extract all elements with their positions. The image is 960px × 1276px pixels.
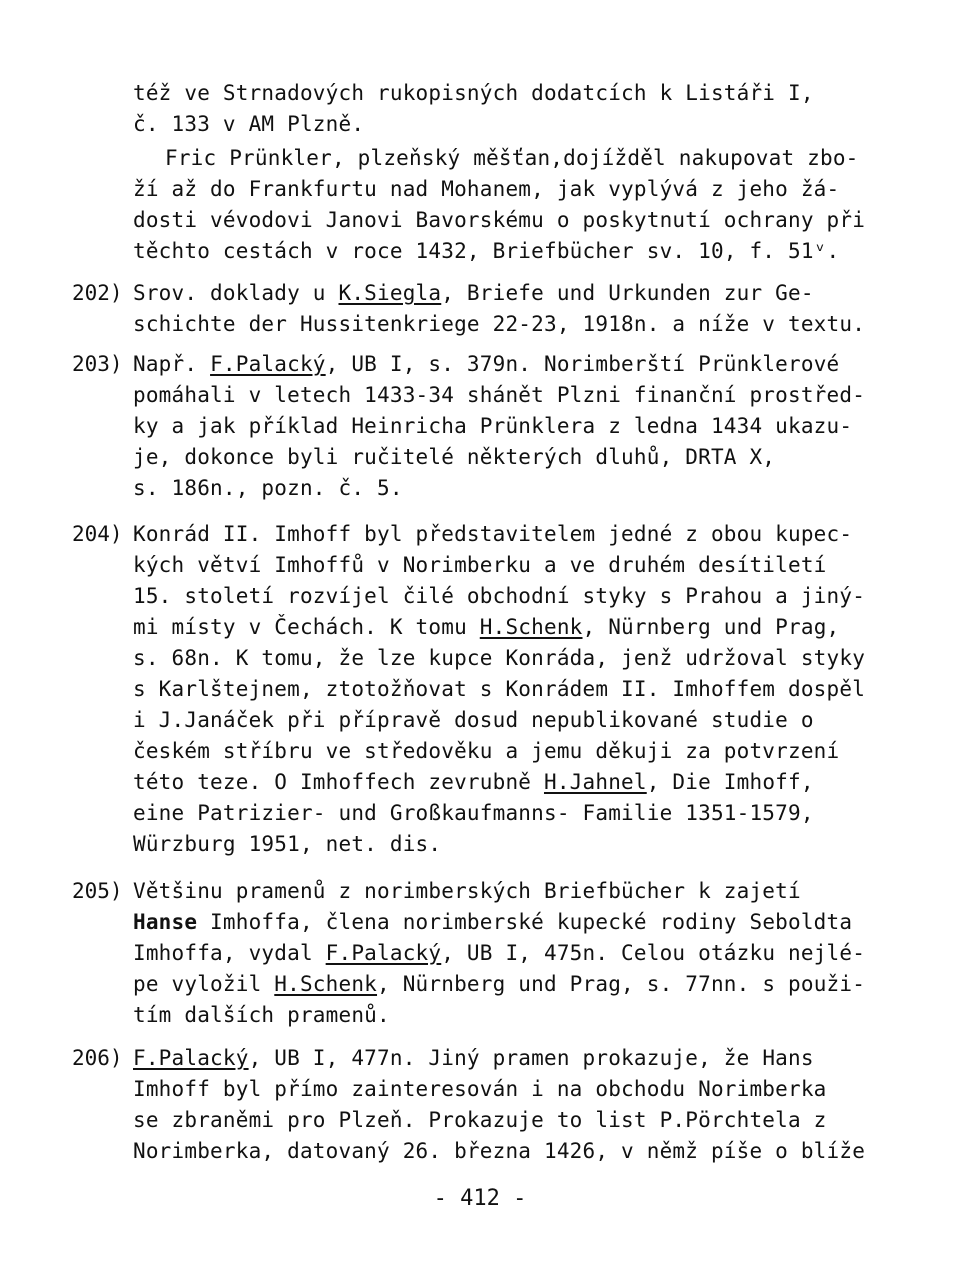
- text-line: F.Palacký, UB I, 477n. Jiný pramen prokazuje, že Hans: [133, 1046, 814, 1070]
- text-line: eine Patrizier- und Großkaufmanns- Familie 1351-1579,: [133, 801, 814, 825]
- text-line: Würzburg 1951, net. dis.: [133, 832, 442, 856]
- underlined-citation: H.Schenk: [274, 972, 378, 996]
- text-line: českém stříbru ve středověku a jemu děkuji za potvrzení: [133, 739, 840, 763]
- bold-word: Hanse: [133, 910, 198, 934]
- text-line: je, dokonce byli ručitelé některých dluhů, DRTA X,: [133, 445, 776, 469]
- text-line: mi místy v Čechách. K tomu H.Schenk, Nürnberg und Prag,: [133, 615, 840, 639]
- text-line: tím dalších pramenů.: [133, 1003, 390, 1027]
- footnote-number: 206): [72, 1046, 123, 1070]
- text-line: kých větví Imhoffů v Norimberku a ve druhém desítiletí: [133, 553, 827, 577]
- text-line: i J.Janáček při přípravě dosud nepublikované studie o: [133, 708, 814, 732]
- text-line: pe vyložil H.Schenk, Nürnberg und Prag, s. 77nn. s použi-: [133, 972, 866, 996]
- text-line: se zbraněmi pro Plzeň. Prokazuje to list P.Pörchtela z: [133, 1108, 827, 1132]
- text-line: této teze. O Imhoffech zevrubně H.Jahnel, Die Imhoff,: [133, 770, 814, 794]
- footnote-number: 205): [72, 879, 123, 903]
- text-line: Imhoff byl přímo zainteresován i na obchodu Norimberka: [133, 1077, 827, 1101]
- text-line: schichte der Hussitenkriege 22-23, 1918n. a níže v textu.: [133, 312, 866, 336]
- text-line: též ve Strnadových rukopisných dodatcích k Listáři I,: [133, 81, 814, 105]
- footnote-number: 204): [72, 522, 123, 546]
- underlined-citation: H.Jahnel: [543, 770, 647, 794]
- page-number: - 412 -: [433, 1186, 527, 1211]
- text-line: Srov. doklady u K.Siegla, Briefe und Urkunden zur Ge-: [133, 281, 814, 305]
- underlined-citation: H.Schenk: [479, 615, 583, 639]
- text-line: Imhoffa, vydal F.Palacký, UB I, 475n. Celou otázku nejlé-: [133, 941, 866, 965]
- footnote-number: 202): [72, 281, 123, 305]
- text-line: Většinu pramenů z norimberských Briefbücher k zajetí: [133, 879, 801, 903]
- text-line: 15. století rozvíjel čilé obchodní styky s Prahou a jiný-: [133, 584, 866, 608]
- underlined-citation: F.Palacký: [133, 1046, 249, 1070]
- text-line: č. 133 v AM Plzně.: [133, 112, 365, 136]
- text-line: Např. F.Palacký, UB I, s. 379n. Norimberští Prünklerové: [133, 352, 840, 376]
- underlined-citation: F.Palacký: [210, 352, 326, 376]
- text-line: s. 186n., pozn. č. 5.: [133, 476, 403, 500]
- underlined-citation: F.Palacký: [325, 941, 442, 965]
- text-line: pomáhali v letech 1433-34 shánět Plzni finanční prostřed-: [133, 383, 866, 407]
- underlined-citation: K.Siegla: [338, 281, 442, 305]
- text-line: ky a jak příklad Heinricha Prünklera z ledna 1434 ukazu-: [133, 414, 853, 438]
- text-line: Norimberka, datovaný 26. března 1426, v němž píše o blíže: [133, 1139, 866, 1163]
- text-line: ží až do Frankfurtu nad Mohanem, jak vyplývá z jeho žá-: [133, 177, 840, 201]
- text-line: s. 68n. K tomu, že lze kupce Konráda, jenž udržoval styky: [133, 646, 866, 670]
- text-line: Konrád II. Imhoff byl představitelem jedné z obou kupec-: [133, 522, 853, 546]
- text-line: Hanse Imhoffa, člena norimberské kupecké rodiny Seboldta: [133, 910, 853, 934]
- text-line: s Karlštejnem, ztotožňovat s Konrádem II. Imhoffem dospěl: [133, 677, 866, 701]
- text-line: Fric Prünkler, plzeňský měšťan,dojížděl nakupovat zbo-: [165, 146, 859, 170]
- footnote-number: 203): [72, 352, 123, 376]
- text-line: těchto cestách v roce 1432, Briefbücher sv. 10, f. 51ᵛ.: [133, 239, 840, 263]
- text-line: dosti vévodovi Janovi Bavorskému o poskytnutí ochrany při: [133, 208, 866, 232]
